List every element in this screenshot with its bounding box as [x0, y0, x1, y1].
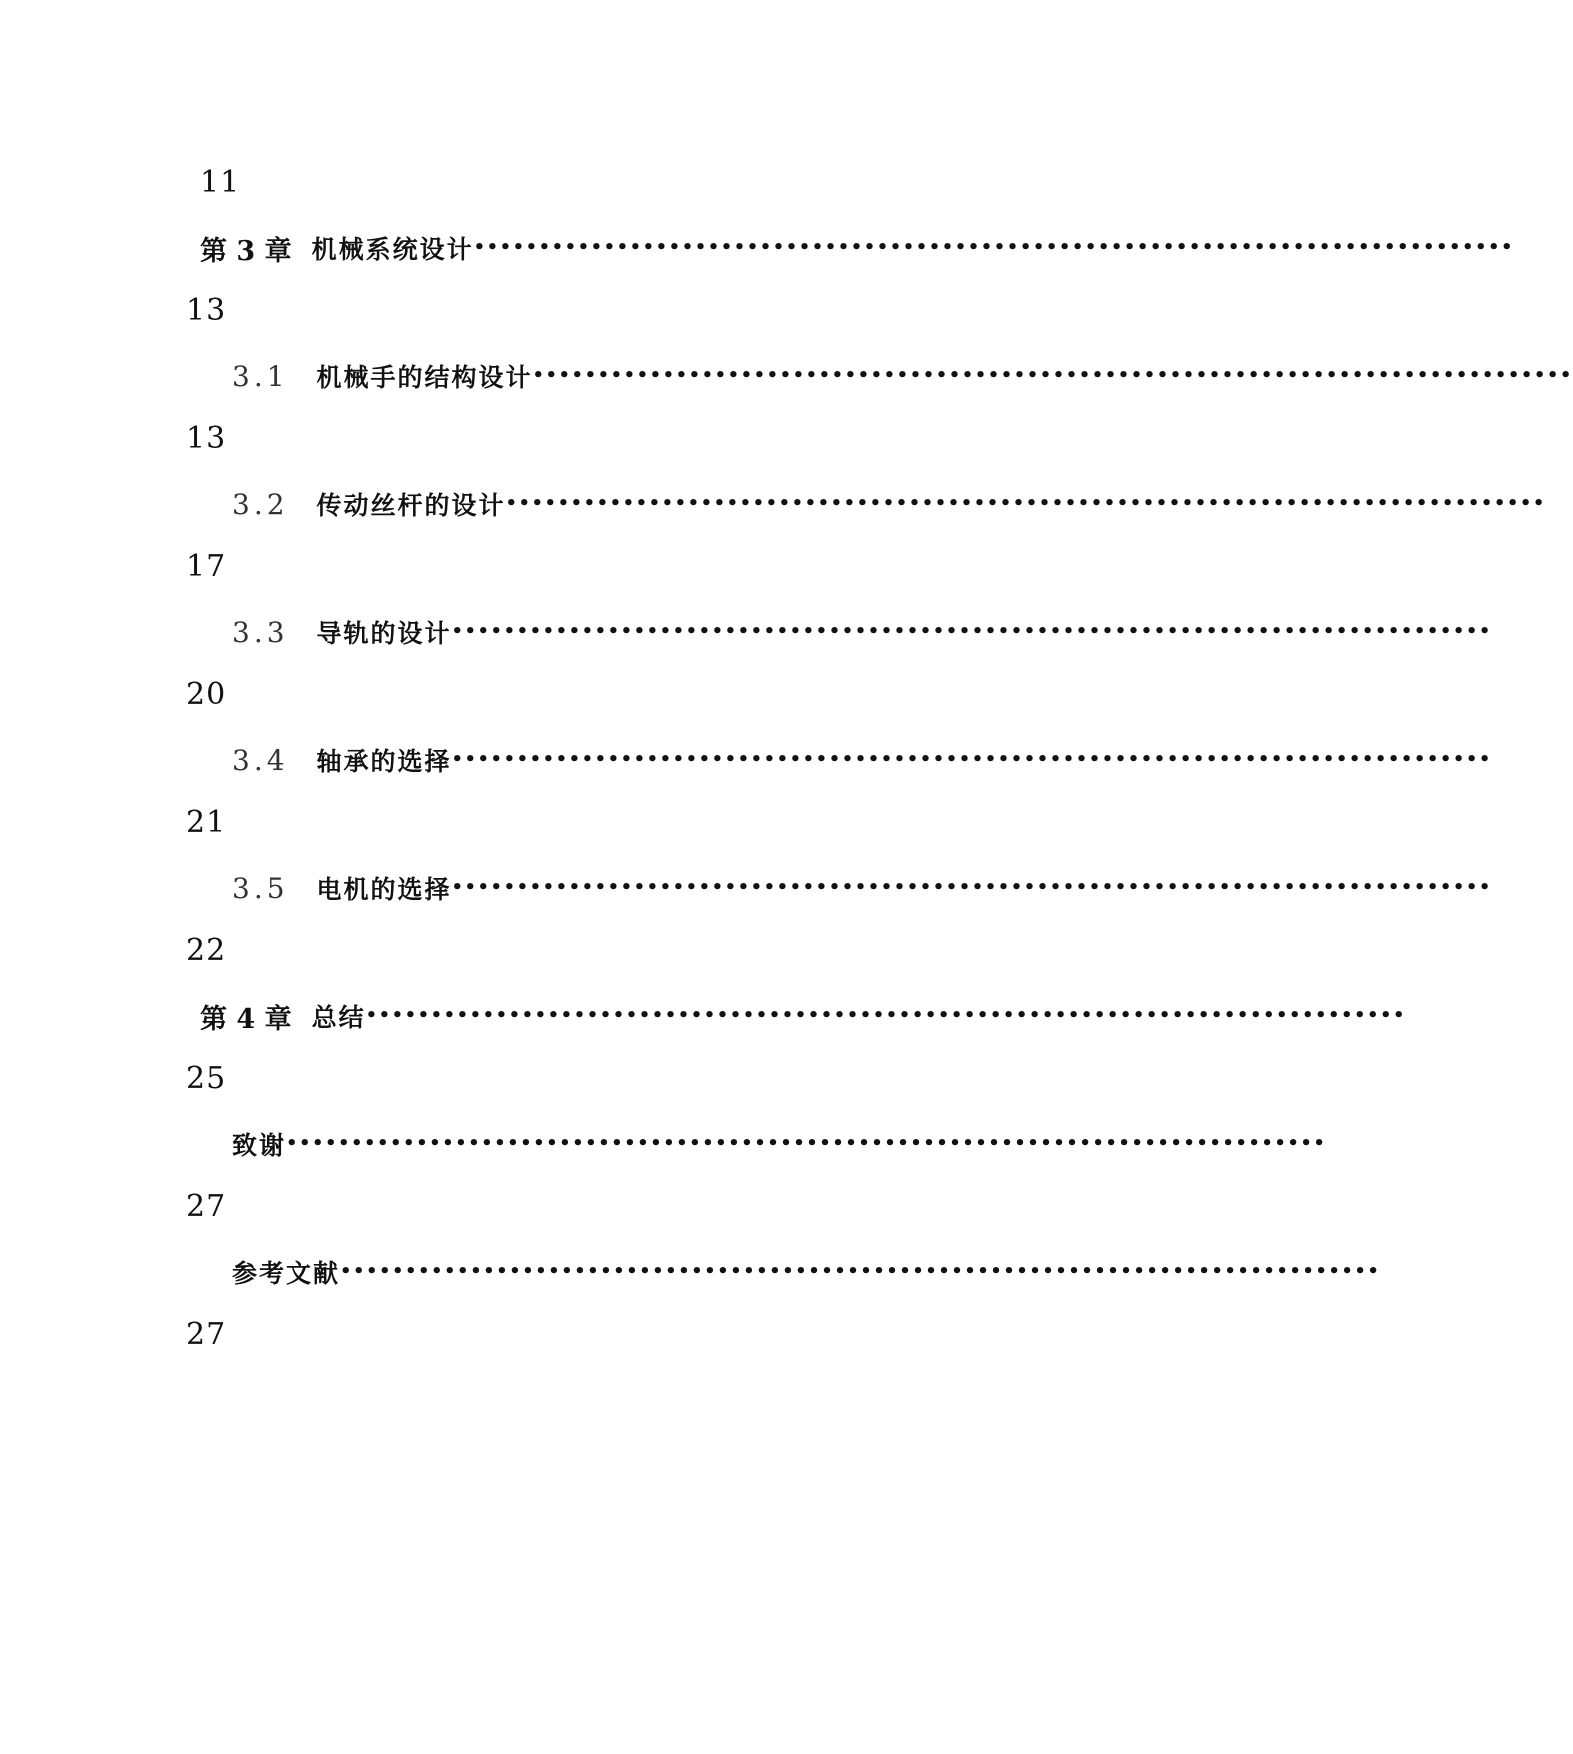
page-number: 27	[186, 1317, 227, 1352]
page-number: 27	[186, 1189, 227, 1224]
dot-leader: ••••••••••••••••••••••••••••••••••••••••••••••••••••••••••••••••••••••••••••••••	[451, 877, 1492, 898]
entry-title: 电机的选择	[316, 875, 452, 904]
entry-title: 参考文献	[232, 1259, 341, 1288]
toc-entry-3-3[interactable]	[232, 614, 1492, 650]
dot-leader: ••••••••••••••••••••••••••••••••••••••••••••••••••••••••••••••••••••••••••••••••	[286, 1133, 1327, 1154]
page-number: 13	[186, 293, 227, 328]
toc-entry-acknowledgements[interactable]	[232, 1126, 1327, 1162]
page-number: 13	[186, 421, 227, 456]
toc-entry-3-5[interactable]	[232, 870, 1492, 906]
section-number: 3.4	[232, 743, 289, 777]
page-number: 21	[186, 805, 227, 840]
entry-title: 机械系统设计	[311, 235, 474, 264]
section-number: 3.1	[232, 359, 289, 393]
entry-title: 传动丝杆的设计	[316, 491, 506, 520]
entry-title: 轴承的选择	[316, 747, 452, 776]
section-number: 3.5	[232, 871, 289, 905]
page-number: 20	[186, 677, 227, 712]
toc-entry-references[interactable]	[232, 1254, 1381, 1290]
dot-leader: ••••••••••••••••••••••••••••••••••••••••••••••••••••••••••••••••••••••••••••••••	[505, 493, 1546, 514]
page-number: 11	[200, 165, 241, 200]
toc-entry-3-2[interactable]	[232, 486, 1546, 522]
dot-leader: ••••••••••••••••••••••••••••••••••••••••••••••••••••••••••••••••••••••••••••••••	[532, 365, 1573, 386]
dot-leader: ••••••••••••••••••••••••••••••••••••••••••••••••••••••••••••••••••••••••••••••••	[451, 621, 1492, 642]
toc-entry-chapter-3[interactable]	[200, 230, 1514, 267]
dot-leader: ••••••••••••••••••••••••••••••••••••••••••••••••••••••••••••••••••••••••••••••••	[365, 1005, 1406, 1026]
page-number: 25	[186, 1061, 227, 1096]
entry-title: 总结	[311, 1003, 366, 1032]
chapter-label: 第 3 章	[200, 235, 292, 267]
entry-title: 致谢	[232, 1131, 287, 1160]
section-number: 3.3	[232, 615, 289, 649]
page-number: 22	[186, 933, 227, 968]
toc-entry-3-4[interactable]	[232, 742, 1492, 778]
dot-leader: ••••••••••••••••••••••••••••••••••••••••••••••••••••••••••••••••••••••••••••••••	[340, 1261, 1381, 1282]
dot-leader: ••••••••••••••••••••••••••••••••••••••••••••••••••••••••••••••••••••••••••••••••	[451, 749, 1492, 770]
page-number: 17	[186, 549, 227, 584]
toc-entry-3-1[interactable]	[232, 358, 1573, 394]
chapter-label: 第 4 章	[200, 1003, 292, 1035]
dot-leader: ••••••••••••••••••••••••••••••••••••••••••••••••••••••••••••••••••••••••••••••••	[473, 237, 1514, 258]
entry-title: 导轨的设计	[316, 619, 452, 648]
section-number: 3.2	[232, 487, 289, 521]
toc-entry-chapter-4[interactable]	[200, 998, 1406, 1035]
entry-title: 机械手的结构设计	[316, 363, 533, 392]
